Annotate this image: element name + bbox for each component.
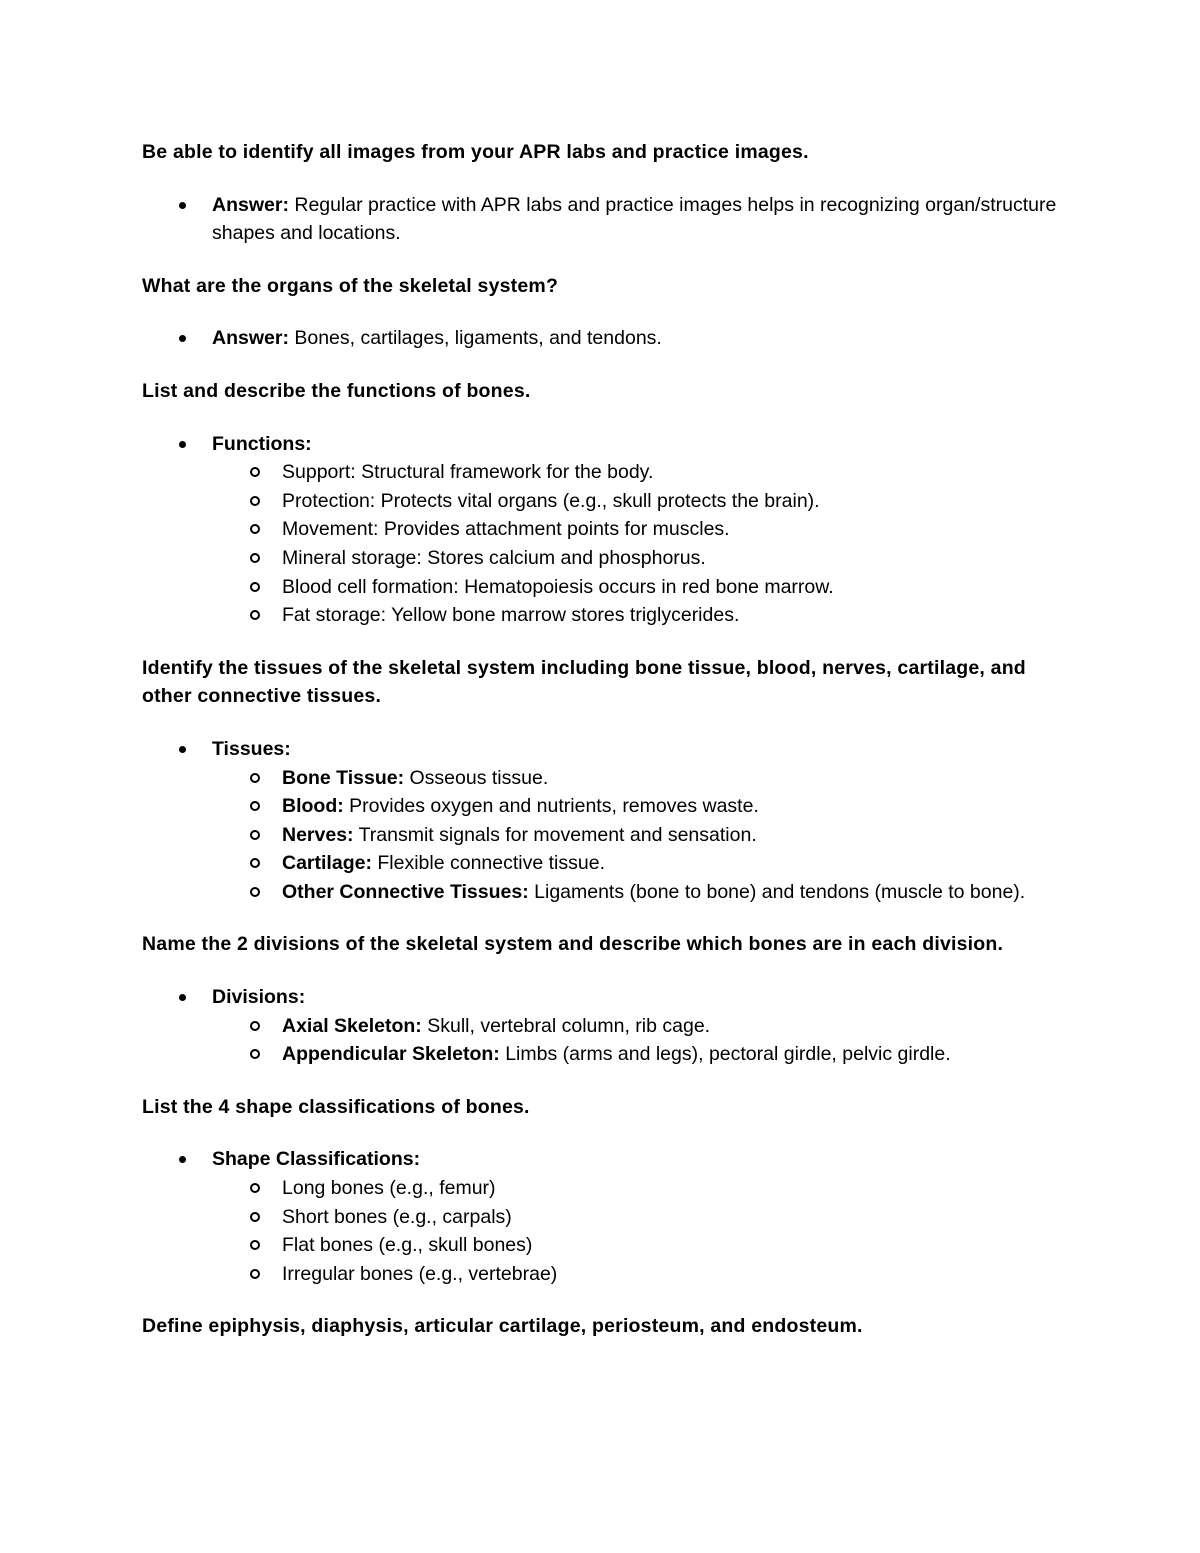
- bullet-list: [142, 1145, 1062, 1288]
- list-item: [142, 324, 1062, 353]
- bullet-text: Bones, cartilages, ligaments, and tendons.: [288, 327, 662, 350]
- question-heading: Identify the tissues of the skeletal system including bone tissue, blood, nerves, cartilage, and other connective tissues.: [142, 656, 1026, 708]
- list-item: [142, 1145, 1062, 1288]
- sub-list-item: Blood cell formation: Hematopoiesis occurs in red bone marrow.: [212, 573, 1062, 602]
- bullet-label: Divisions:: [212, 986, 306, 1009]
- list-item: [142, 191, 1062, 248]
- sub-list-item: [212, 821, 1062, 850]
- sub-item-text: Flexible connective tissue.: [371, 852, 605, 875]
- bullet-label: Functions:: [212, 432, 312, 455]
- question-heading: List and describe the functions of bones.: [142, 379, 531, 402]
- question-heading: Define epiphysis, diaphysis, articular cartilage, periosteum, and endosteum.: [142, 1315, 863, 1338]
- list-item: [142, 983, 1062, 1069]
- list-item: [142, 735, 1062, 907]
- bullet-list: [142, 983, 1062, 1069]
- sub-list-item: [212, 878, 1062, 907]
- sub-list-item: Movement: Provides attachment points for muscles.: [212, 515, 1062, 544]
- sub-list-item: Support: Structural framework for the body.: [212, 458, 1062, 487]
- bullet-label: Answer:: [212, 193, 289, 216]
- sub-item-text: Osseous tissue.: [404, 766, 549, 789]
- bullet-label: Shape Classifications:: [212, 1148, 421, 1171]
- bullet-label: Answer:: [212, 327, 289, 350]
- bullet-list: [142, 430, 1062, 630]
- sub-list-item: [212, 792, 1062, 821]
- sub-list-item: Fat storage: Yellow bone marrow stores triglycerides.: [212, 601, 1062, 630]
- question-heading: What are the organs of the skeletal system?: [142, 274, 559, 297]
- sub-item-label: Other Connective Tissues:: [282, 880, 529, 903]
- sub-item-label: Appendicular Skeleton:: [282, 1043, 500, 1066]
- document-page: [142, 138, 1062, 1365]
- sub-item-text: Limbs (arms and legs), pectoral girdle, pelvic girdle.: [499, 1043, 951, 1066]
- question-heading: Be able to identify all images from your APR labs and practice images.: [142, 141, 809, 163]
- sub-list-item: Protection: Protects vital organs (e.g., skull protects the brain).: [212, 487, 1062, 516]
- sub-item-text: Skull, vertebral column, rib cage.: [421, 1014, 711, 1037]
- sub-item-label: Axial Skeleton:: [282, 1014, 422, 1037]
- sub-list-item: Long bones (e.g., femur): [212, 1174, 1062, 1203]
- sub-list-item: [212, 764, 1062, 793]
- sub-item-label: Blood:: [282, 795, 344, 818]
- sub-list-item: [212, 1040, 1062, 1069]
- bullet-list: [142, 735, 1062, 907]
- bullet-list: [142, 324, 1062, 353]
- sub-list-item: [212, 849, 1062, 878]
- sub-item-label: Bone Tissue:: [282, 766, 405, 789]
- bullet-label: Tissues:: [212, 737, 291, 760]
- sub-list-item: Flat bones (e.g., skull bones): [212, 1231, 1062, 1260]
- sub-list-item: Irregular bones (e.g., vertebrae): [212, 1260, 1062, 1289]
- sub-item-label: Cartilage:: [282, 852, 372, 875]
- sub-item-text: Transmit signals for movement and sensation.: [353, 823, 757, 846]
- question-heading: List the 4 shape classifications of bones.: [142, 1095, 530, 1118]
- question-heading: Name the 2 divisions of the skeletal system and describe which bones are in each division.: [142, 933, 1004, 956]
- bullet-list: [142, 191, 1062, 248]
- sub-item-text: Ligaments (bone to bone) and tendons (muscle to bone).: [528, 880, 1026, 903]
- sub-list-item: Short bones (e.g., carpals): [212, 1203, 1062, 1232]
- sub-item-label: Nerves:: [282, 823, 354, 846]
- list-item: [142, 430, 1062, 630]
- sub-list-item: Mineral storage: Stores calcium and phosphorus.: [212, 544, 1062, 573]
- bullet-text: Regular practice with APR labs and practice images helps in recognizing organ/structure shapes and locations.: [212, 193, 1057, 245]
- sub-list-item: [212, 1012, 1062, 1041]
- sub-item-text: Provides oxygen and nutrients, removes waste.: [343, 795, 759, 818]
